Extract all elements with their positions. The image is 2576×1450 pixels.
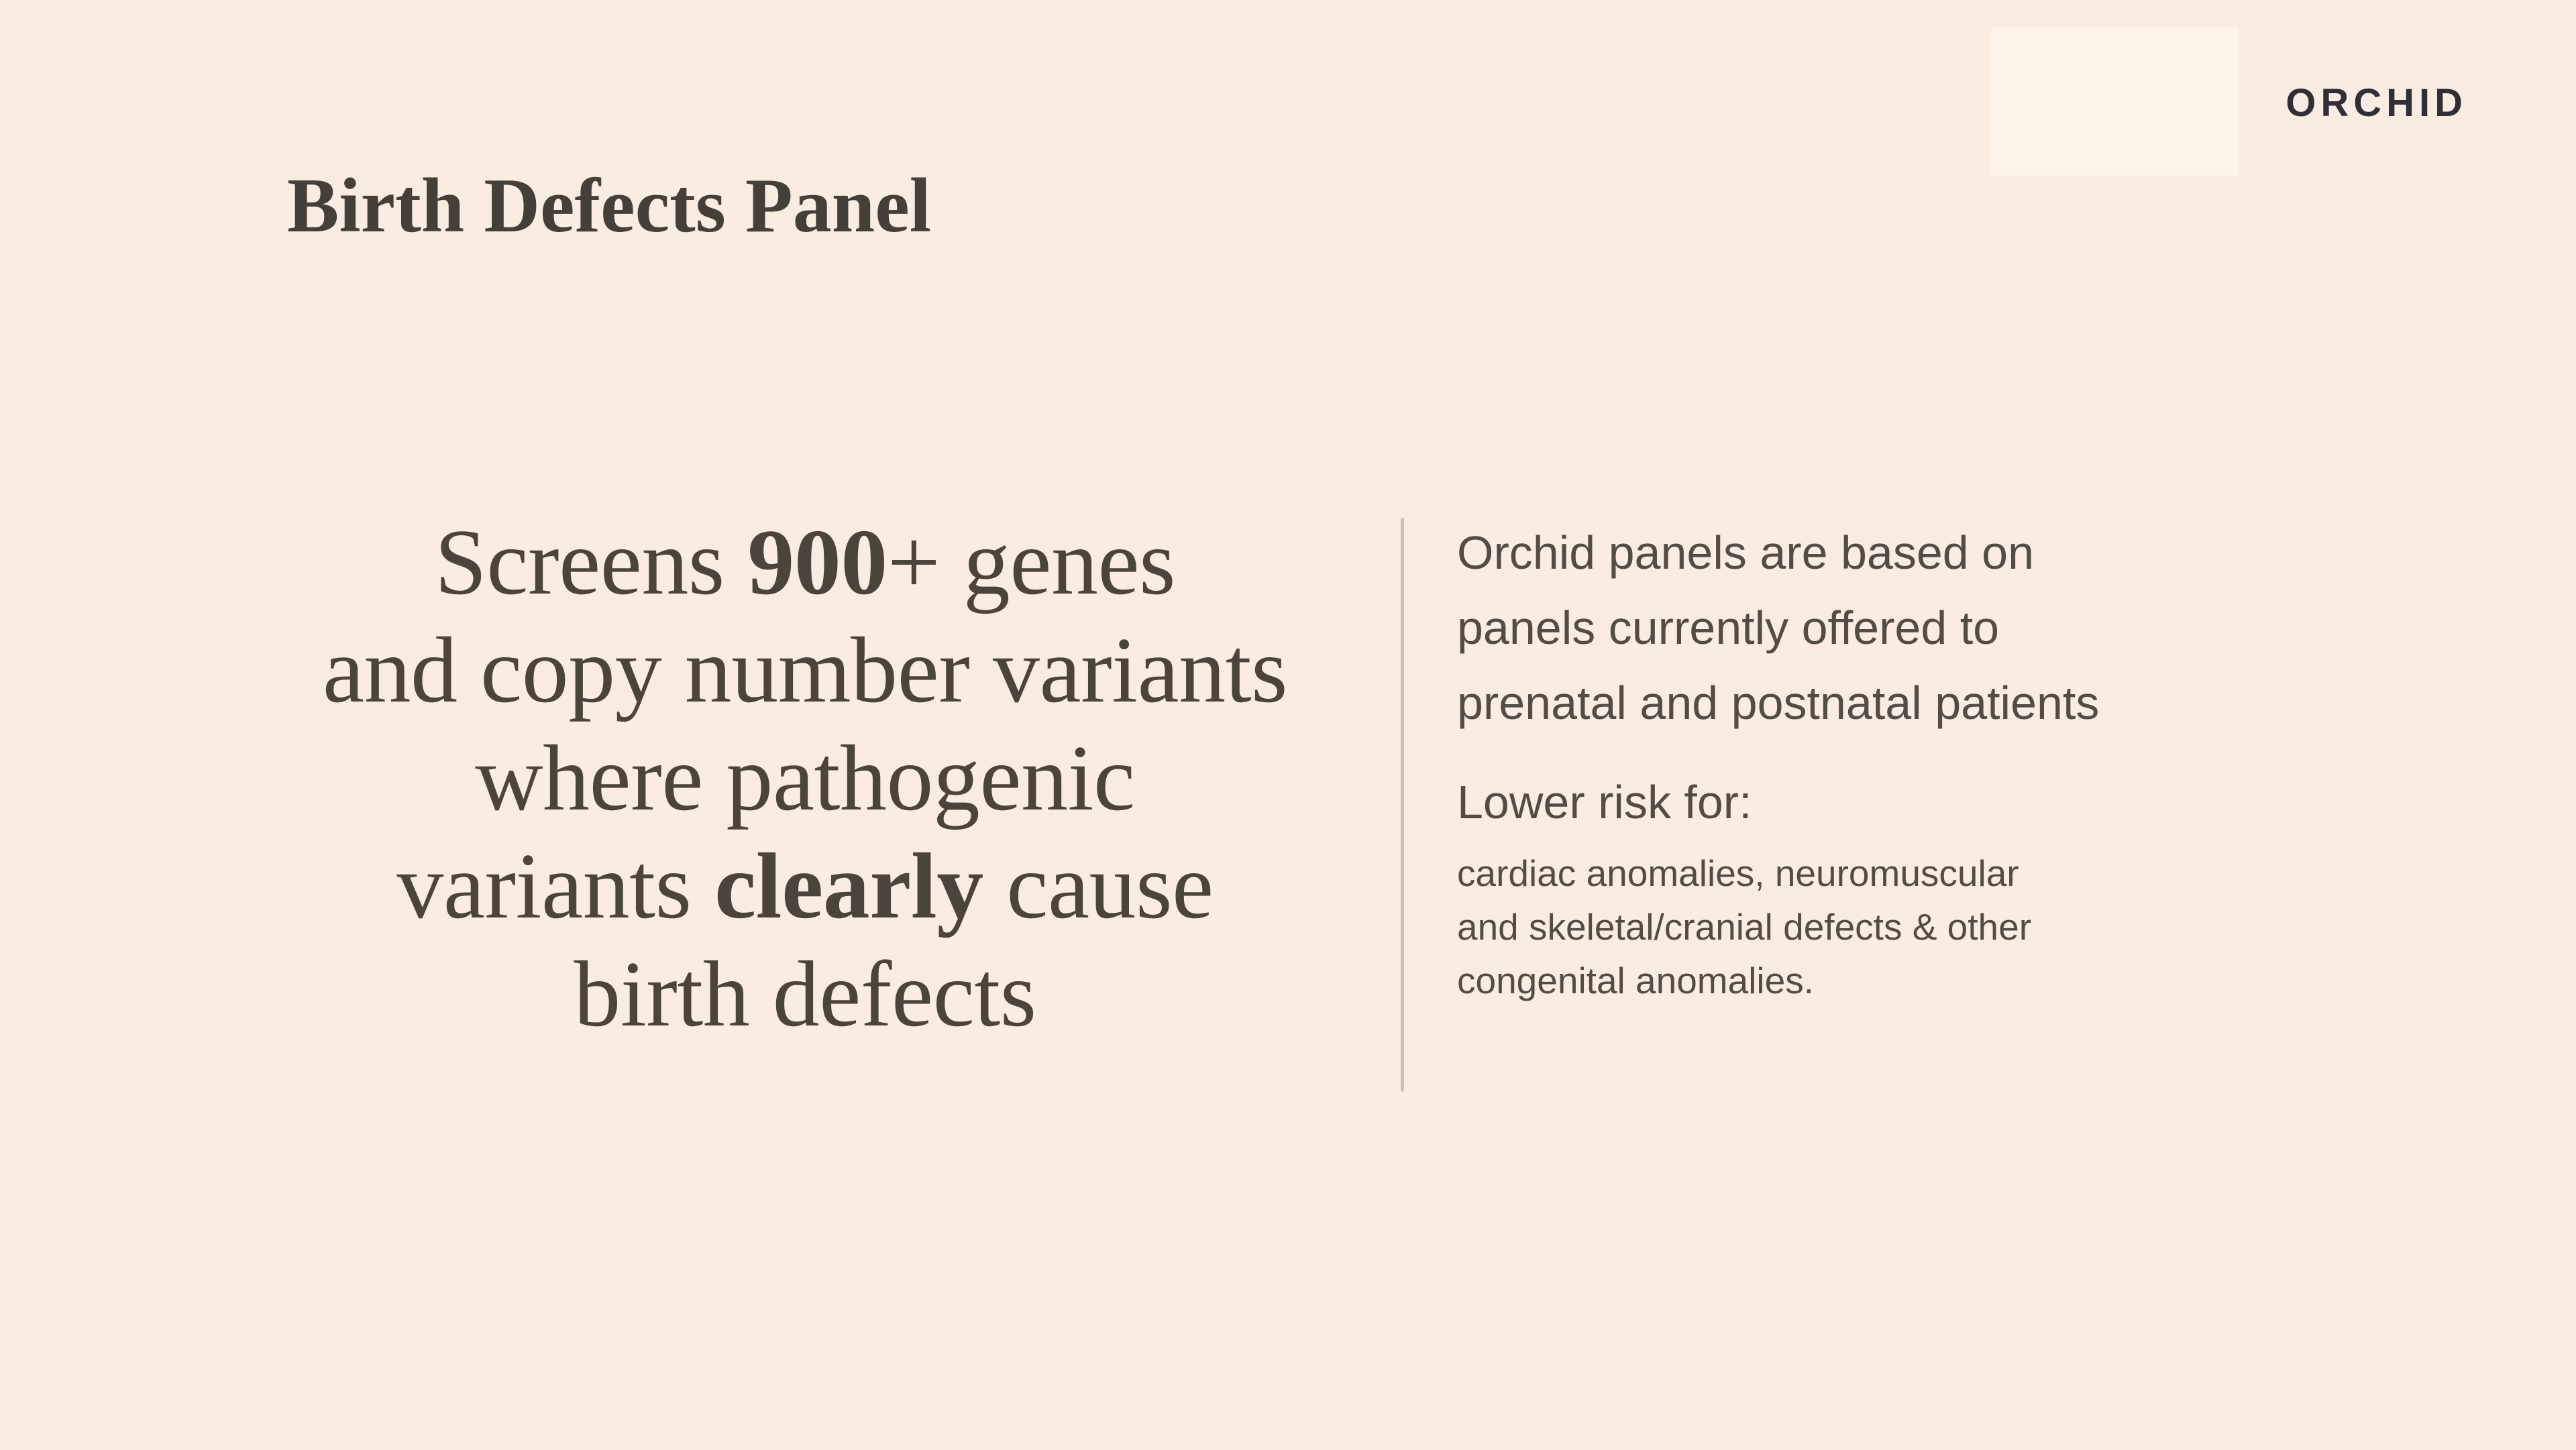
info-panel <box>1457 515 2363 1007</box>
quote-segment: cause <box>983 834 1214 938</box>
column-divider <box>1401 518 1404 1092</box>
quote-segment: variants <box>396 834 715 938</box>
quote-line <box>215 508 1395 616</box>
risk-heading: Lower risk for: <box>1457 776 1752 828</box>
quote-line: where pathogenic <box>475 726 1135 830</box>
panel-note-line: Orchid panels are based on <box>1457 526 2034 579</box>
quote-line: birth defects <box>574 942 1036 1046</box>
quote-segment-bold: 900 <box>747 510 888 614</box>
brand-logo: ORCHID <box>2286 81 2467 125</box>
quote-segment: + genes <box>887 510 1176 614</box>
quote-line: and copy number variants <box>322 618 1288 722</box>
page-title: Birth Defects Panel <box>287 163 931 249</box>
risk-detail-line: congenital anomalies. <box>1457 960 1815 1001</box>
panel-note <box>1457 515 2363 740</box>
quote-line <box>215 832 1395 940</box>
risk-detail-line: cardiac anomalies, neuromuscular <box>1457 852 2019 894</box>
quote-segment-bold: clearly <box>714 834 983 938</box>
panel-note-line: prenatal and postnatal patients <box>1457 677 2100 729</box>
panel-note-line: panels currently offered to <box>1457 602 2000 654</box>
risk-detail <box>1457 846 2363 1007</box>
highlight-box <box>1991 27 2239 176</box>
quote-block <box>215 508 1395 1048</box>
risk-detail-line: and skeletal/cranial defects & other <box>1457 906 2032 948</box>
quote-segment: Screens <box>434 510 748 614</box>
